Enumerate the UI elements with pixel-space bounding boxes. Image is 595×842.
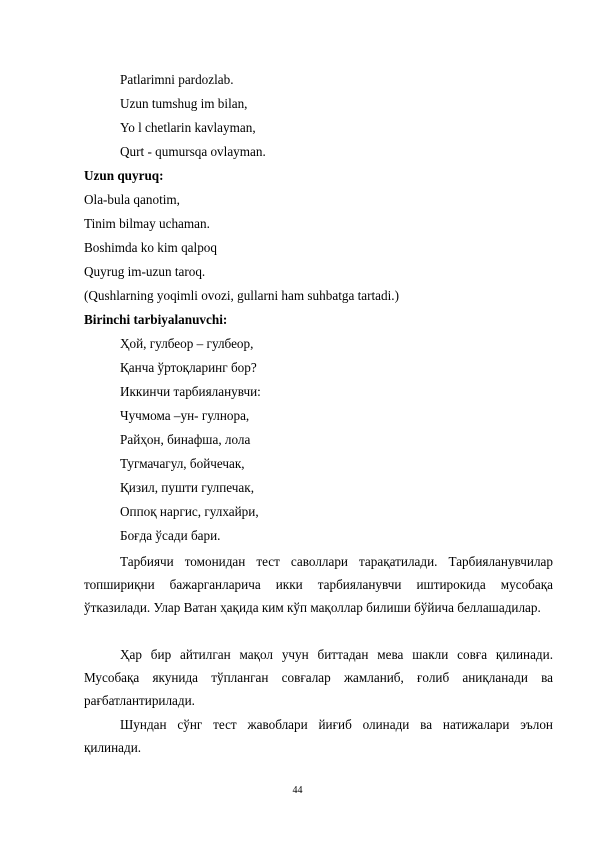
speaker-heading: Иккинчи тарбияланувчи: xyxy=(120,384,261,399)
page-number: 44 xyxy=(292,785,303,796)
poem-line: Тугмачагул, бойчечак, xyxy=(120,456,245,471)
poem-line: Қизил, пушти гулпечак, xyxy=(120,480,254,495)
poem-line: Ҳой, гулбеор – гулбеор, xyxy=(120,336,254,351)
body-paragraph: Шундан сўнг тест жавоблари йиғиб олинади ва натижалари эълон қилинади. xyxy=(84,717,553,756)
poem-line: Боғда ўсади бари. xyxy=(120,528,221,543)
poem-line: Райҳон, бинафша, лола xyxy=(120,432,251,447)
poem-line: Boshimda ko kim qalpoq xyxy=(84,240,217,255)
speaker-heading: Birinchi tarbiyalanuvchi: xyxy=(84,312,228,327)
poem-line: Patlarimni pardozlab. xyxy=(120,72,234,87)
poem-line: Qurt - qumursqa ovlayman. xyxy=(120,144,266,159)
poem-line: Чучмома –ун- гулнора, xyxy=(120,408,250,423)
stage-direction: (Qushlarning yoqimli ovozi, gullarni ham suhbatga tartadi.) xyxy=(84,288,399,303)
speaker-heading: Uzun quyruq: xyxy=(84,168,164,183)
poem-line: Yo l chetlarin kavlayman, xyxy=(120,120,256,135)
poem-line: Tinim bilmay uchaman. xyxy=(84,216,210,231)
poem-line: Қанча ўртоқларинг бор? xyxy=(120,360,257,375)
body-paragraph: Тарбиячи томонидан тест саволлари тарақатилади. Тарбияланувчилар топшириқни бажарганларича икки тарбияланувчи иштирокида мусобақа ўтказилади. Улар Ватан ҳақида ким кўп мақоллар билиши бўйича беллашадилар. xyxy=(84,554,553,616)
body-paragraph: Ҳар бир айтилган мақол учун биттадан мева шакли совға қилинади. Мусобақа якунида тўпланган совғалар жамланиб, ғолиб аниқланади ва рағбатлантирилади. xyxy=(84,647,553,709)
poem-line: Ola-bula qanotim, xyxy=(84,192,180,207)
poem-line: Uzun tumshug im bilan, xyxy=(120,96,248,111)
poem-line: Quyrug im-uzun taroq. xyxy=(84,264,206,279)
poem-line: Оппоқ наргис, гулхайри, xyxy=(120,504,259,519)
